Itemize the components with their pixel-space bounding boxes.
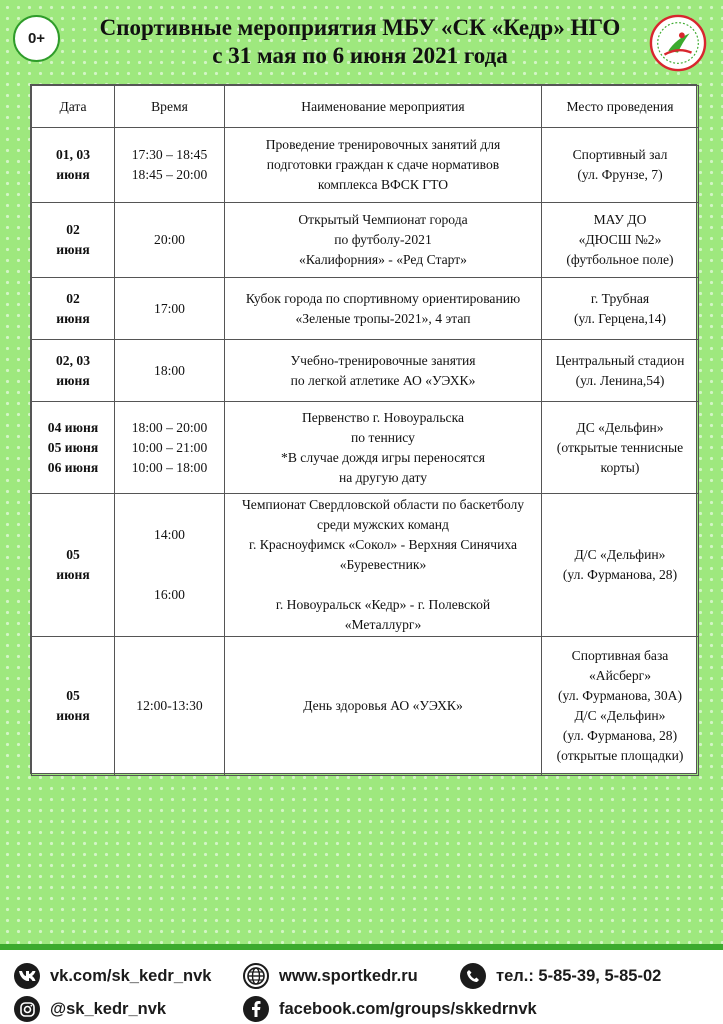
event-cell: Открытый Чемпионат города по футболу-2021 «Калифорния» - «Ред Старт»: [225, 203, 542, 278]
phone-numbers: тел.: 5-85-39, 5-85-02: [496, 966, 662, 985]
table-header-row: [32, 86, 699, 128]
date-cell: 01, 03 июня: [32, 128, 115, 203]
table-row: [32, 278, 699, 340]
vk-icon: [14, 963, 40, 989]
website-contact[interactable]: [243, 963, 418, 989]
table-row: [32, 128, 699, 203]
instagram-link[interactable]: @sk_kedr_nvk: [50, 999, 167, 1018]
date-cell: 02 июня: [32, 278, 115, 340]
phone-contact[interactable]: [460, 963, 661, 989]
date-cell: 02 июня: [32, 203, 115, 278]
facebook-contact[interactable]: [243, 996, 537, 1022]
time-cell: 17:00: [115, 278, 225, 340]
kedr-logo-icon: [649, 14, 707, 72]
page-title: [70, 14, 650, 70]
contacts-footer: [0, 944, 723, 1024]
header-place: Место проведения: [542, 86, 699, 128]
instagram-icon: [14, 996, 40, 1022]
table-row: [32, 494, 699, 637]
table-row: [32, 402, 699, 494]
event-cell: Первенство г. Новоуральска по теннису *В случае дождя игры переносятся на другую дату: [225, 402, 542, 494]
date-cell: 05 июня: [32, 637, 115, 776]
table-row: [32, 203, 699, 278]
vk-link[interactable]: vk.com/sk_kedr_nvk: [50, 966, 212, 985]
time-cell: 18:00 – 20:00 10:00 – 21:00 10:00 – 18:00: [115, 402, 225, 494]
table-row: [32, 637, 699, 776]
time-cell: 20:00: [115, 203, 225, 278]
title-line-2: с 31 мая по 6 июня 2021 года: [212, 43, 508, 68]
header-time: Время: [115, 86, 225, 128]
time-cell: 12:00-13:30: [115, 637, 225, 776]
instagram-contact[interactable]: [14, 996, 166, 1022]
facebook-icon: [243, 996, 269, 1022]
schedule-table: [30, 84, 697, 774]
header-event: Наименование мероприятия: [225, 86, 542, 128]
place-cell: МАУ ДО «ДЮСШ №2» (футбольное поле): [542, 203, 699, 278]
header-date: Дата: [32, 86, 115, 128]
place-cell: г. Трубная (ул. Герцена,14): [542, 278, 699, 340]
table-row: [32, 340, 699, 402]
title-line-1: Спортивные мероприятия МБУ «СК «Кедр» НГО: [99, 15, 621, 40]
event-cell: Чемпионат Свердловской области по баскетболу среди мужских команд г. Красноуфимск «Сокол» - Верхняя Синячиха «Буревестник» г. Новоуральск «Кедр» - г. Полевской «Металлург»: [225, 494, 542, 637]
time-cell: 17:30 – 18:45 18:45 – 20:00: [115, 128, 225, 203]
place-cell: Спортивная база «Айсберг» (ул. Фурманова, 30А) Д/С «Дельфин» (ул. Фурманова, 28) (открытые площадки): [542, 637, 699, 776]
vk-contact[interactable]: [14, 963, 211, 989]
event-cell: Кубок города по спортивному ориентированию «Зеленые тропы-2021», 4 этап: [225, 278, 542, 340]
event-cell: День здоровья АО «УЭХК»: [225, 637, 542, 776]
place-cell: Спортивный зал (ул. Фрунзе, 7): [542, 128, 699, 203]
date-cell: 05 июня: [32, 494, 115, 637]
time-cell: 18:00: [115, 340, 225, 402]
age-rating-text: 0+: [27, 30, 46, 47]
age-rating-badge: [13, 15, 60, 62]
globe-icon: [243, 963, 269, 989]
phone-icon: [460, 963, 486, 989]
facebook-link[interactable]: facebook.com/groups/skkedrnvk: [279, 999, 537, 1018]
event-cell: Учебно-тренировочные занятия по легкой атлетике АО «УЭХК»: [225, 340, 542, 402]
website-link[interactable]: www.sportkedr.ru: [279, 966, 418, 985]
place-cell: Д/С «Дельфин» (ул. Фурманова, 28): [542, 494, 699, 637]
place-cell: ДС «Дельфин» (открытые теннисные корты): [542, 402, 699, 494]
event-cell: Проведение тренировочных занятий для подготовки граждан к сдаче нормативов комплекса ВФСК ГТО: [225, 128, 542, 203]
date-cell: 02, 03 июня: [32, 340, 115, 402]
date-cell: 04 июня 05 июня 06 июня: [32, 402, 115, 494]
time-cell: 14:00 16:00: [115, 494, 225, 637]
place-cell: Центральный стадион (ул. Ленина,54): [542, 340, 699, 402]
